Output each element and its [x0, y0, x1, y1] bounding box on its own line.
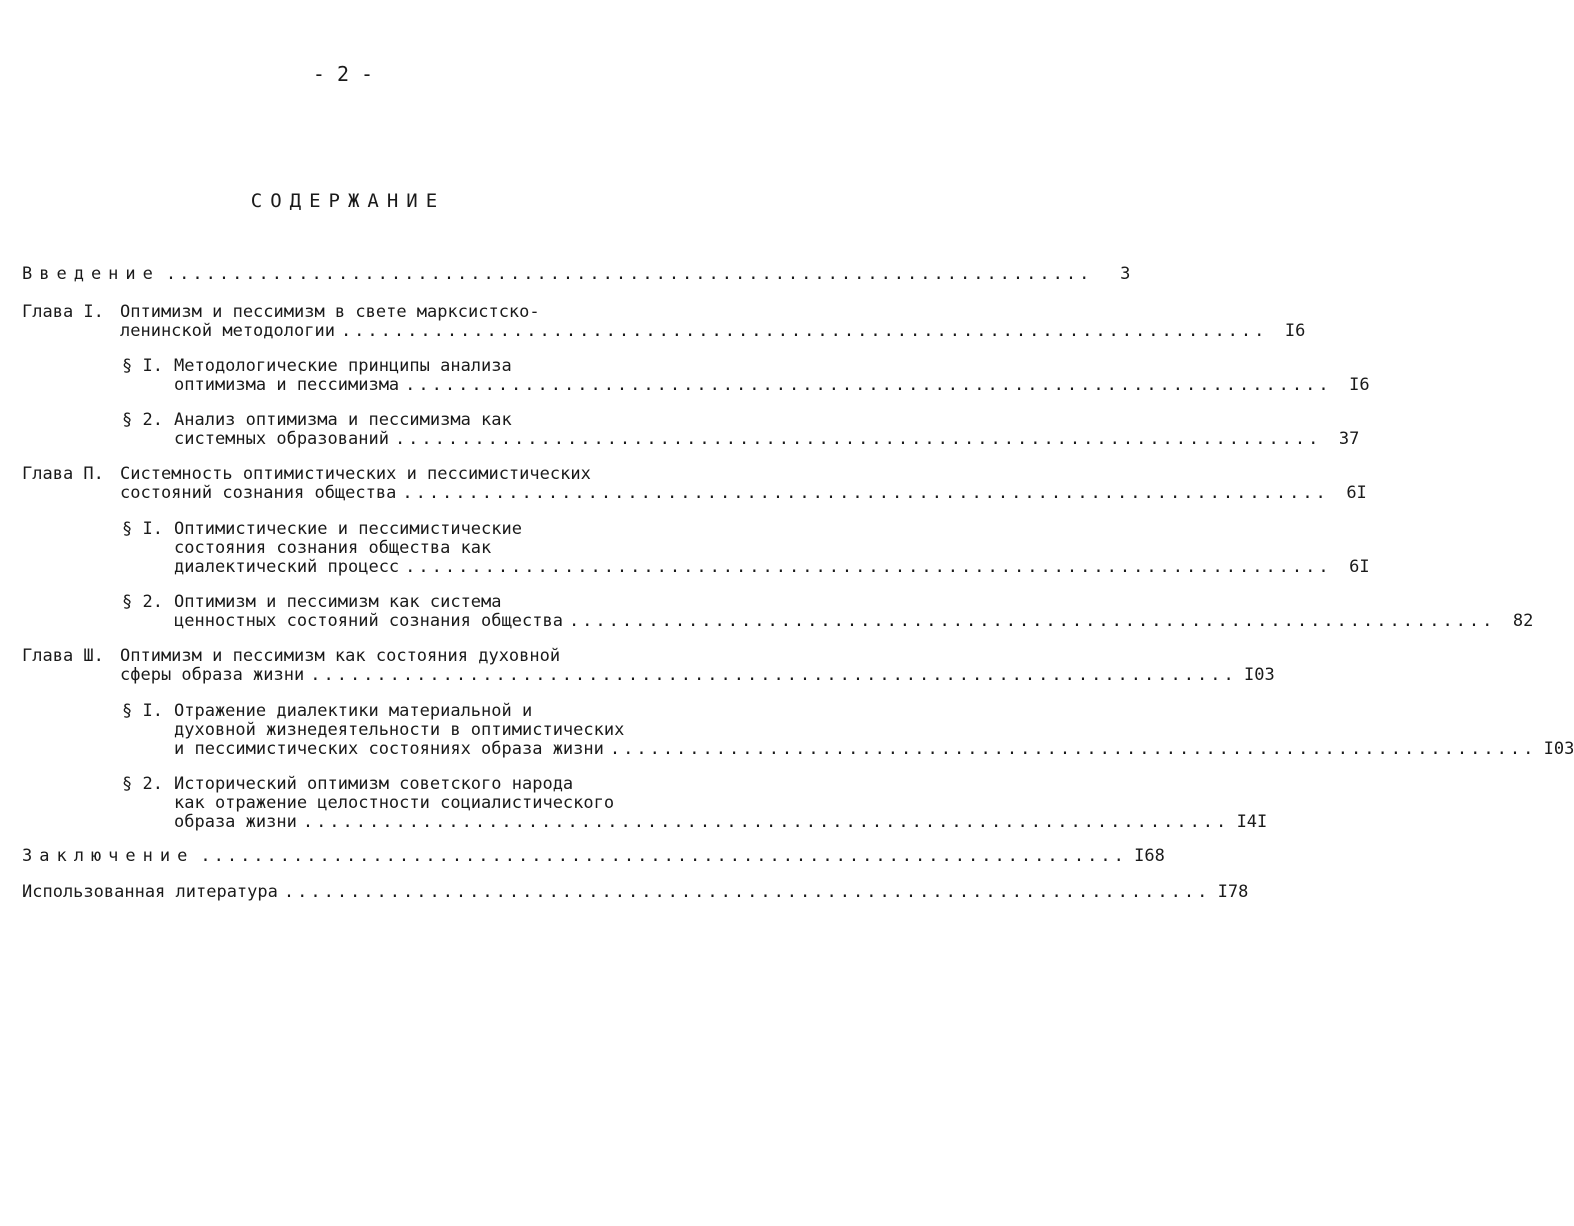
- section-title-line: духовной жизнедеятельности в оптимистических: [174, 720, 625, 740]
- dot-leader: ......................................................................: [200, 846, 1127, 866]
- section-title-line: Оптимизм и пессимизм как система: [174, 592, 502, 612]
- toc-section-3-2[interactable]: [122, 774, 1268, 832]
- dot-leader: ......................................................................: [340, 321, 1268, 341]
- chapter-label: Глава Ш.: [22, 646, 104, 666]
- chapter-title-line: Оптимизм и пессимизм как состояния духовной: [120, 646, 561, 666]
- toc-entry-conclusion[interactable]: [22, 846, 1165, 866]
- chapter-title-line: Системность оптимистических и пессимистических: [120, 464, 591, 484]
- section-title-line: ценностных состояний сознания общества: [174, 611, 563, 631]
- section-title-line: и пессимистических состояниях образа жизни: [174, 739, 604, 759]
- toc-entry-literature[interactable]: [22, 882, 1249, 902]
- toc-title: СОДЕРЖАНИЕ: [250, 190, 446, 212]
- page-number: - 2 -: [312, 62, 374, 86]
- section-title-line: Методологические принципы анализа: [174, 356, 512, 376]
- dot-leader: ......................................................................: [310, 665, 1237, 685]
- dot-leader: ......................................................................: [165, 264, 1093, 284]
- section-title-line: Оптимистические и пессимистические: [174, 519, 522, 539]
- section-label: § I.: [122, 701, 163, 721]
- page-ref: 37: [1338, 429, 1360, 449]
- page-ref: 3: [1120, 264, 1131, 284]
- page-ref: I6: [1349, 375, 1370, 395]
- page-ref: 82: [1512, 611, 1534, 631]
- dot-leader: ......................................................................: [609, 739, 1537, 759]
- chapter-label: Глава I.: [22, 302, 104, 322]
- section-title-line: Анализ оптимизма и пессимизма как: [174, 410, 512, 430]
- dot-leader: ......................................................................: [283, 882, 1211, 902]
- toc-section-2-1[interactable]: [122, 519, 1370, 577]
- dot-leader: ......................................................................: [302, 812, 1230, 832]
- toc-chapter-3[interactable]: [22, 646, 1275, 685]
- section-title-line: системных образований: [174, 429, 389, 449]
- page-ref: I03: [1543, 739, 1574, 759]
- section-title-line: Отражение диалектики материальной и: [174, 701, 533, 721]
- page-ref: 6I: [1346, 483, 1367, 503]
- section-label: § 2.: [122, 592, 163, 612]
- dot-leader: ......................................................................: [405, 375, 1332, 395]
- chapter-title-line: Оптимизм и пессимизм в свете марксистско-: [120, 302, 540, 322]
- section-label: § I.: [122, 519, 163, 539]
- page-ref: I68: [1134, 846, 1165, 866]
- conclusion-label: Заключение: [22, 846, 195, 866]
- chapter-label: Глава П.: [22, 464, 104, 484]
- dot-leader: ......................................................................: [568, 611, 1496, 631]
- page-ref: I4I: [1236, 812, 1268, 832]
- chapter-title-line: сферы образа жизни: [120, 665, 305, 685]
- section-title-line: как отражение целостности социалистического: [174, 793, 615, 813]
- toc-section-1-1[interactable]: [122, 356, 1370, 395]
- chapter-title-line: ленинской методологии: [120, 321, 335, 341]
- toc-chapter-1[interactable]: [22, 302, 1306, 341]
- section-label: § 2.: [122, 410, 163, 430]
- toc-chapter-2[interactable]: [22, 464, 1367, 503]
- toc-entry-intro[interactable]: [22, 264, 1131, 284]
- literature-label: Использованная литература: [22, 882, 278, 902]
- section-label: § I.: [122, 356, 163, 376]
- page-ref: 6I: [1349, 557, 1370, 577]
- section-title-line: Исторический оптимизм советского народа: [174, 774, 574, 794]
- intro-label: Введение: [22, 264, 160, 284]
- dot-leader: ......................................................................: [405, 557, 1332, 577]
- dot-leader: ......................................................................: [402, 483, 1329, 503]
- toc-section-1-2[interactable]: [122, 410, 1360, 449]
- section-title-line: образа жизни: [174, 812, 297, 832]
- toc-section-3-1[interactable]: [122, 701, 1574, 759]
- dot-leader: ......................................................................: [394, 429, 1322, 449]
- chapter-title-line: состояний сознания общества: [120, 483, 397, 503]
- section-title-line: диалектический процесс: [174, 557, 400, 577]
- section-label: § 2.: [122, 774, 163, 794]
- page-ref: I6: [1284, 321, 1306, 341]
- page-ref: I03: [1243, 665, 1275, 685]
- page-ref: I78: [1217, 882, 1249, 902]
- section-title-line: состояния сознания общества как: [174, 538, 492, 558]
- toc-section-2-2[interactable]: [122, 592, 1534, 631]
- section-title-line: оптимизма и пессимизма: [174, 375, 400, 395]
